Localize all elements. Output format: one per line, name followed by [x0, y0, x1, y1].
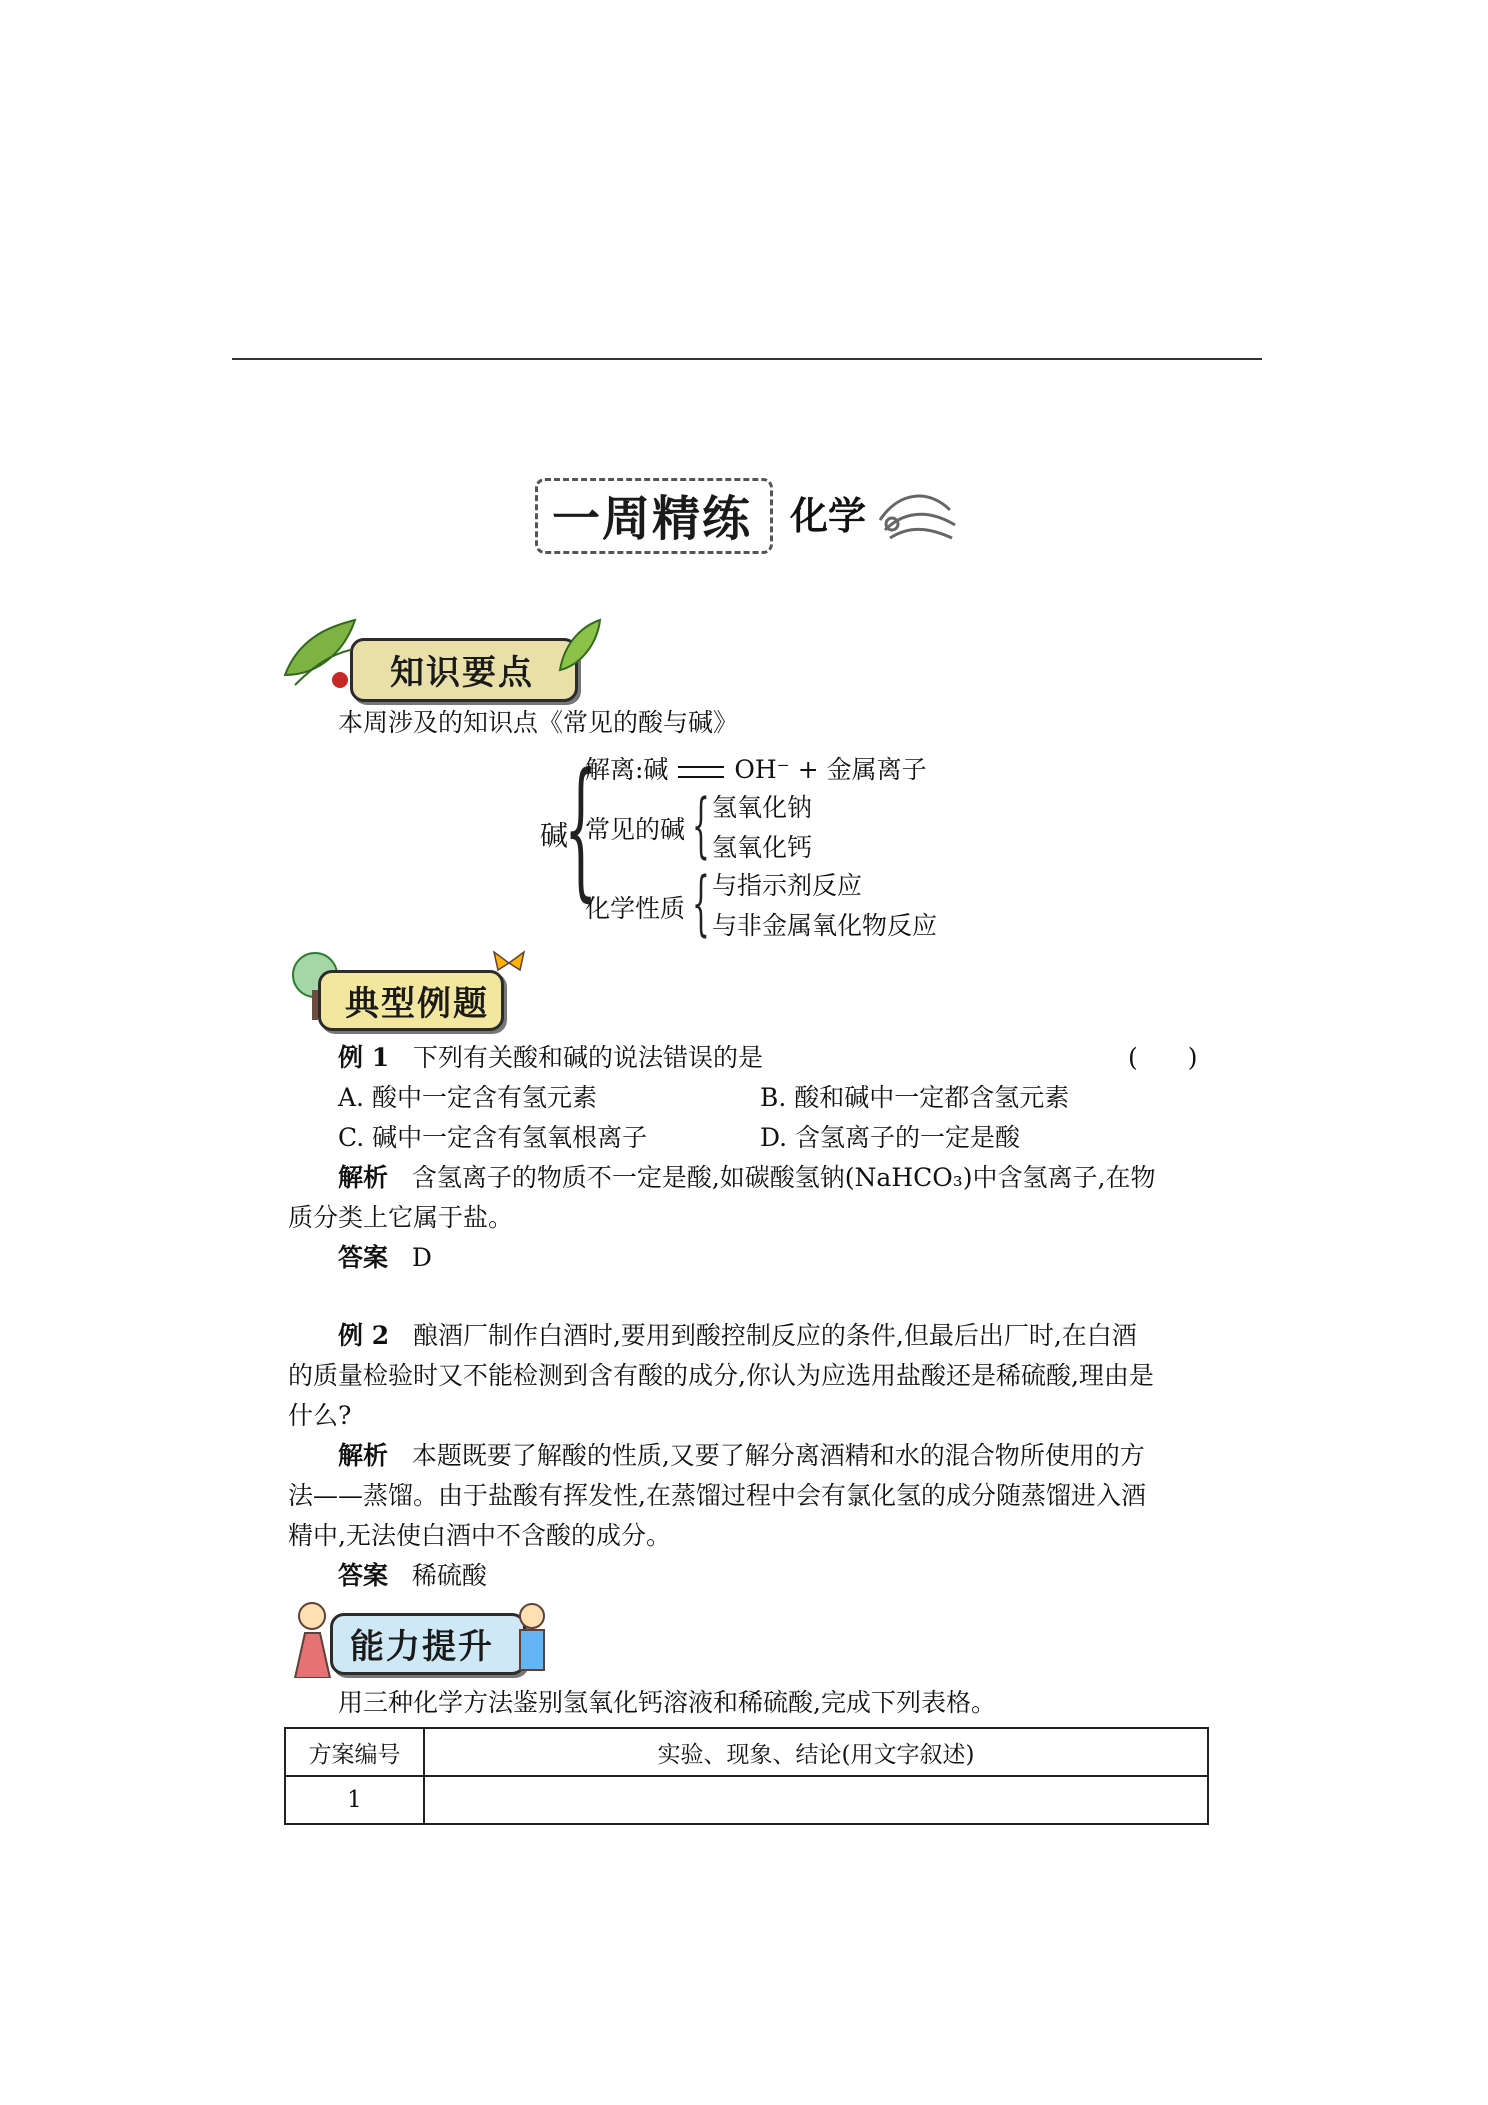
boy-figure-icon [510, 1598, 555, 1678]
example1-analysis [338, 1160, 1156, 1196]
option-d: D. 含氢离子的一定是酸 [760, 1123, 1021, 1152]
chem-props-label: 化学性质 [585, 894, 686, 923]
table-cell-answer[interactable] [424, 1776, 1208, 1824]
example2-a3: 精中,无法使白酒中不含酸的成分。 [288, 1521, 671, 1550]
knowledge-root: 碱 [540, 819, 569, 852]
ionization-label [585, 752, 927, 788]
example2-question-line [338, 1318, 1137, 1354]
leaf-icon [555, 615, 605, 675]
table-header-cell: 实验、现象、结论(用文字叙述) [424, 1728, 1208, 1776]
base-item-2: 氢氧化钙 [712, 833, 813, 862]
analysis-label: 解析 [338, 1163, 389, 1192]
option-c: C. 碱中一定含有氢氧根离子 [338, 1123, 648, 1152]
header-subject: 化学 [790, 493, 867, 538]
table-header-row [285, 1728, 1208, 1776]
ionization-label-text: 解离:碱 [585, 755, 669, 784]
top-rule [232, 358, 1262, 360]
example1-answer [338, 1240, 432, 1276]
brace-main: { [564, 742, 598, 916]
equal-sign [678, 766, 724, 778]
option-b: B. 酸和碱中一定都含氢元素 [760, 1083, 1070, 1112]
brace-bases: { [692, 784, 710, 866]
answer-label: 答案 [338, 1561, 389, 1590]
ability-instruction: 用三种化学方法鉴别氢氧化钙溶液和稀硫酸,完成下列表格。 [338, 1688, 996, 1717]
prop-item-2: 与非金属氧化物反应 [712, 911, 938, 940]
methods-table [284, 1727, 1209, 1825]
answer-paren: ( ) [1128, 1043, 1198, 1072]
header-title: 一周精练 [552, 491, 753, 547]
example1-question: 下列有关酸和碱的说法错误的是 [412, 1043, 763, 1072]
analysis-text: 本题既要了解酸的性质,又要了解分离酒精和水的混合物所使用的方 [411, 1441, 1145, 1470]
option-a: A. 酸中一定含有氢元素 [338, 1083, 597, 1112]
section-label-knowledge: 知识要点 [390, 653, 534, 693]
ionization-formula: OH⁻ + 金属离子 [734, 755, 927, 784]
analysis-label: 解析 [338, 1441, 389, 1470]
analysis-text: 含氢离子的物质不一定是酸,如碳酸氢钠(NaHCO₃)中含氢离子,在物 [411, 1163, 1156, 1192]
prop-item-1: 与指示剂反应 [712, 871, 863, 900]
section-label-examples: 典型例题 [345, 984, 489, 1024]
example2-label: 例 2 [338, 1321, 390, 1350]
table-header-cell: 方案编号 [285, 1728, 424, 1776]
example2-q2: 的质量检验时又不能检测到含有酸的成分,你认为应选用盐酸还是稀硫酸,理由是 [288, 1361, 1154, 1390]
table-row [285, 1776, 1208, 1824]
example1-label: 例 1 [338, 1043, 390, 1072]
common-bases-label: 常见的碱 [585, 815, 686, 844]
butterfly-icon [490, 948, 528, 978]
example2-answer [338, 1558, 487, 1594]
example2-q1: 酿酒厂制作白酒时,要用到酸控制反应的条件,但最后出厂时,在白酒 [412, 1321, 1137, 1350]
section-label-ability: 能力提升 [350, 1627, 494, 1667]
answer-value: 稀硫酸 [411, 1561, 487, 1590]
example1-question-line [338, 1040, 763, 1076]
table-cell: 1 [285, 1776, 424, 1824]
answer-value: D [411, 1243, 432, 1272]
answer-label: 答案 [338, 1243, 389, 1272]
swirl-ornament-icon [870, 480, 960, 550]
ladybug-icon [330, 670, 350, 690]
example2-analysis [338, 1438, 1145, 1474]
example2-a2: 法——蒸馏。由于盐酸有挥发性,在蒸馏过程中会有氯化氢的成分随蒸馏进入酒 [288, 1481, 1146, 1510]
base-item-1: 氢氧化钠 [712, 793, 813, 822]
analysis-text-cont: 质分类上它属于盐。 [288, 1203, 514, 1232]
knowledge-intro: 本周涉及的知识点《常见的酸与碱》 [338, 708, 739, 737]
example2-q3: 什么? [288, 1401, 352, 1430]
brace-props: { [692, 862, 710, 944]
